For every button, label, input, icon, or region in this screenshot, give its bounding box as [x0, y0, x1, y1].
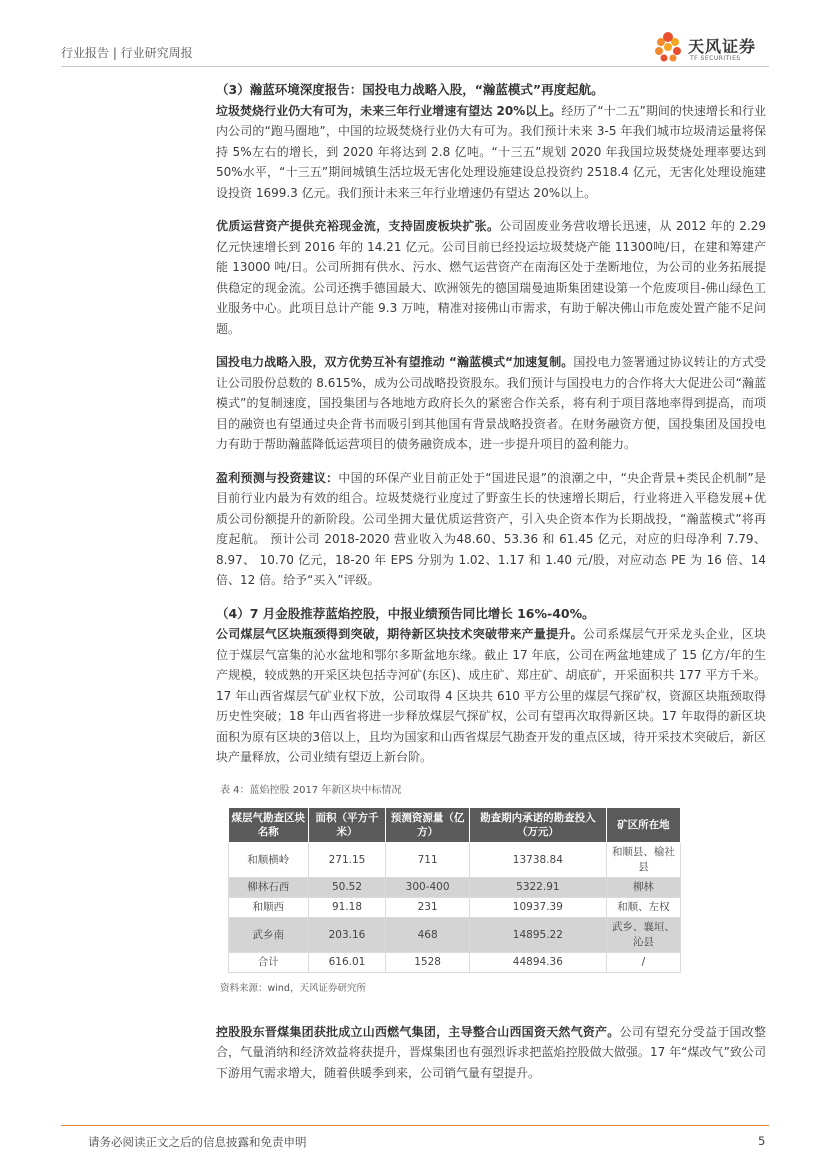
paragraph-text: 国投电力签署通过协议转让的方式受让公司股份总数的 8.615%，成为公司战略投资股东。我们预计与国投电力的合作将大大促进公司“瀚蓝模式”的复制速度，国投集团与各地地方政府长久的紧密合作关系，将有利于项目落地率得到提高，而项目的融资也有望通过央企背书而吸引到其他国有背景战略投资者。在财务融资方便，国投集团及国投电力有助于帮助瀚蓝降低运营项目的债务融资成本，进一步提升项目的盈利能力。	[216, 355, 766, 451]
section-title: （3）瀚蓝环境深度报告：国投电力战略入股，“瀚蓝模式”再度起航。	[216, 82, 604, 97]
table-cell: 300-400	[386, 878, 469, 898]
paragraph-text: 经历了“十二五”期间的快速增长和行业内公司的“跑马圈地”，中国的垃圾焚烧行业仍大有可为。我们预计未来 3-5 年我们城市垃圾清运量将保持 5%左右的增长，到 2020 年将达到 2.8 亿吨。“十三五”规划 2020 年我国垃圾焚烧处理率要达到 50%水平，“十三五”期间城镇生活垃圾无害化处理设施建设总投资约 2518.4 亿元，无害化处理设施建设投资 1699.3 亿元。我们预计未来三年行业增速仍有望达 20%以上。	[216, 103, 766, 200]
company-logo	[652, 30, 772, 70]
table-cell: /	[606, 953, 680, 973]
paragraph-text: 中国的环保产业目前正处于“国进民退”的浪潮之中，“央企背景+类民企机制”是目前行业内最为有效的组合。垃圾焚烧行业度过了野蛮生长的快速增长期后，行业将进入平稳发展+优质公司份额提升的新阶段。公司坐拥大量优质运营资产，引入央企资本作为长期战投，“瀚蓝模式”将再度起航。 预计公司 2018-2020 营业收入为48.60、53.36 和 61.45 亿元，对应的归母净利 7.79、8.97、 10.70 亿元，18-20 年 EPS 分别为 1.02、1.17 和 1.40 元/股，对应动态 PE 为 16 倍、14 倍、12 倍。给予“买入”评级。	[216, 470, 766, 587]
table-row	[229, 898, 681, 918]
paragraph-text: 公司固废业务营收增长迅速，从 2012 年的 2.29 亿元快速增长到 2016 年的 14.21 亿元。公司目前已经投运垃圾焚烧产能 11300吨/日，在建和筹建产能 13000 吨/日。公司所拥有供水、污水、燃气运营资产在南海区处于垄断地位，为公司的业务拓展提供稳定的现金流。公司还携手德国最大、欧洲领先的德国瑞曼迪斯集团建设第一个危废项目-佛山绿色工业服务中心。此项目总计产能 9.3 万吨，精准对接佛山市需求，有助于解决佛山市危废处置产能不足问题。	[216, 219, 766, 336]
paragraph	[216, 624, 766, 768]
paragraph	[216, 468, 766, 591]
table-header: 预测资源量（亿方）	[386, 808, 469, 843]
paragraph	[216, 101, 766, 204]
footer-disclaimer: 请务必阅读正文之后的信息披露和免责申明	[88, 1135, 307, 1149]
table-cell: 和顺县、榆社县	[606, 843, 680, 878]
table-cell: 271.15	[308, 843, 386, 878]
table-header: 勘查期内承诺的勘查投入（万元）	[469, 808, 606, 843]
paragraph	[216, 352, 766, 455]
paragraph-lead: 国投电力战略入股，双方优势互补有望推动 “瀚蓝模式“加速复制。	[216, 355, 574, 369]
flower-logo-icon	[652, 30, 684, 64]
page-number: 5	[758, 1134, 766, 1148]
table-cell: 柳林石西	[229, 878, 309, 898]
table-cell: 合计	[229, 953, 309, 973]
breadcrumb: 行业报告 | 行业研究周报	[61, 46, 193, 60]
paragraph-text: 公司有望充分受益于国改整合，气量消纳和经济效益将获提升，晋煤集团也有强烈诉求把蓝焰控股做大做强。17 年“煤改气”致公司下游用气需求增大，随着供暖季到来，公司销气量有望提升。	[216, 1024, 766, 1080]
table-cell: 13738.84	[469, 843, 606, 878]
logo-name: 天风证券	[688, 37, 757, 56]
paragraph-lead: 控股股东晋煤集团获批成立山西燃气集团，主导整合山西国资天然气资产。	[216, 1024, 620, 1039]
paragraph-lead: 优质运营资产提供充裕现金流，支持固废板块扩张。	[216, 219, 500, 233]
table-cell: 468	[386, 918, 469, 953]
paragraph-text: 公司系煤层气开采龙头企业，区块位于煤层气富集的沁水盆地和鄂尔多斯盆地东缘。截止 17 年底，公司在两盆地建成了 15 亿方/年的生产规模，较成熟的开采区块包括寺河矿(东区)、成庄矿、郑庄矿、胡底矿，开采面积共 177 平方千米。17 年山西省煤层气矿业权下放，公司取得 4 区块共 610 平方公里的煤层气探矿权，资源区块瓶颈取得历史性突破；18 年山西省将进一步释放煤层气探矿权，公司有望再次取得新区块。17 年取得的新区块面积为原有区块的3倍以上，且均为国家和山西省煤层气勘查开发的重点区域，待开采技术突破后，新区块产量释放，公司业绩有望迈上新台阶。	[216, 627, 766, 764]
table-header-row	[229, 808, 681, 843]
table-cell: 和顺横岭	[229, 843, 309, 878]
table-cell: 231	[386, 898, 469, 918]
table-block	[216, 781, 766, 1000]
table-cell: 武乡南	[229, 918, 309, 953]
paragraph	[216, 1022, 766, 1084]
table-cell: 711	[386, 843, 469, 878]
table-caption: 表 4：蓝焰控股 2017 年新区块中标情况	[220, 784, 402, 796]
table-cell: 和顺西	[229, 898, 309, 918]
table-cell: 203.16	[308, 918, 386, 953]
table-row	[229, 953, 681, 973]
table-cell: 武乡、襄垣、沁县	[606, 918, 680, 953]
table-source: 资料来源：wind，天风证券研究所	[220, 983, 366, 994]
table-cell: 柳林	[606, 878, 680, 898]
table-cell: 10937.39	[469, 898, 606, 918]
data-table	[228, 807, 681, 973]
table-row	[229, 918, 681, 953]
table-cell: 14895.22	[469, 918, 606, 953]
footer-divider	[61, 1125, 769, 1126]
table-header: 面积（平方千米）	[308, 808, 386, 843]
table-header: 矿区所在地	[606, 808, 680, 843]
table-cell: 和顺、左权	[606, 898, 680, 918]
paragraph	[216, 216, 766, 339]
table-cell: 91.18	[308, 898, 386, 918]
paragraph-lead: 公司煤层气区块瓶颈得到突破，期待新区块技术突破带来产量提升。	[216, 627, 583, 641]
section-title: （4）7 月金股推荐蓝焰控股，中报业绩预告同比增长 16%-40%。	[216, 605, 595, 621]
table-header: 煤层气勘查区块名称	[229, 808, 309, 843]
table-cell: 1528	[386, 953, 469, 973]
paragraph-lead: 盈利预测与投资建议：	[216, 470, 339, 485]
table-cell: 616.01	[308, 953, 386, 973]
table-row	[229, 843, 681, 878]
table-cell: 50.52	[308, 878, 386, 898]
paragraph-lead: 垃圾焚烧行业仍大有可为，未来三年行业增速有望达 20%以上。	[216, 103, 562, 118]
table-cell: 5322.91	[469, 878, 606, 898]
report-body	[216, 80, 766, 1096]
table-cell: 44894.36	[469, 953, 606, 973]
header-divider	[61, 66, 769, 67]
logo-subtitle: TF SECURITIES	[690, 55, 741, 62]
table-row	[229, 878, 681, 898]
